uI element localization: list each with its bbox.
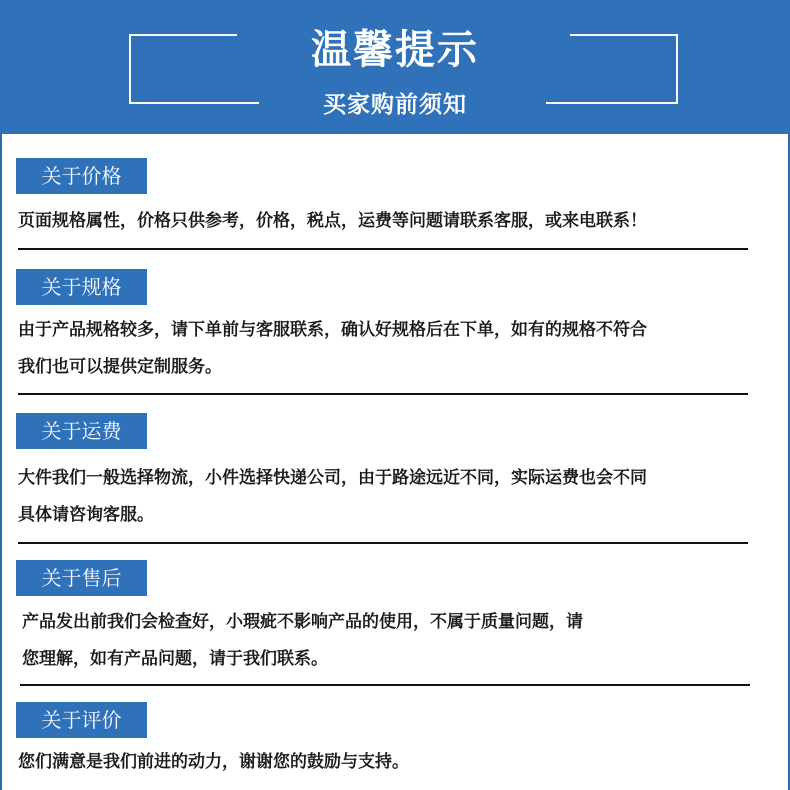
section-text-line: 具体请咨询客服。 xyxy=(18,505,154,525)
section-label: 关于售后 xyxy=(16,560,147,596)
page-subtitle: 买家购前须知 xyxy=(323,92,467,118)
section-divider xyxy=(18,542,748,544)
section-label: 关于规格 xyxy=(16,269,147,305)
section-text-line: 您理解，如有产品问题，请于我们联系。 xyxy=(22,649,328,669)
section-text-line: 产品发出前我们会检查好，小瑕疵不影响产品的使用，不属于质量问题，请 xyxy=(22,612,583,632)
section-label: 关于评价 xyxy=(16,702,147,738)
section-divider xyxy=(18,393,748,395)
section-divider xyxy=(18,248,748,250)
header-banner xyxy=(0,0,790,134)
section-divider xyxy=(20,684,750,686)
section-label: 关于运费 xyxy=(16,413,147,449)
section-text-line: 大件我们一般选择物流，小件选择快递公司，由于路途远近不同，实际运费也会不同 xyxy=(18,468,647,488)
section-text-line: 页面规格属性，价格只供参考，价格，税点，运费等问题请联系客服，或来电联系！ xyxy=(18,211,647,231)
section-label: 关于价格 xyxy=(16,158,147,194)
section-text-line: 您们满意是我们前进的动力，谢谢您的鼓励与支持。 xyxy=(18,752,409,772)
section-text-line: 我们也可以提供定制服务。 xyxy=(18,357,222,377)
section-text-line: 由于产品规格较多，请下单前与客服联系，确认好规格后在下单，如有的规格不符合 xyxy=(18,320,647,340)
page-title: 温馨提示 xyxy=(311,27,479,73)
